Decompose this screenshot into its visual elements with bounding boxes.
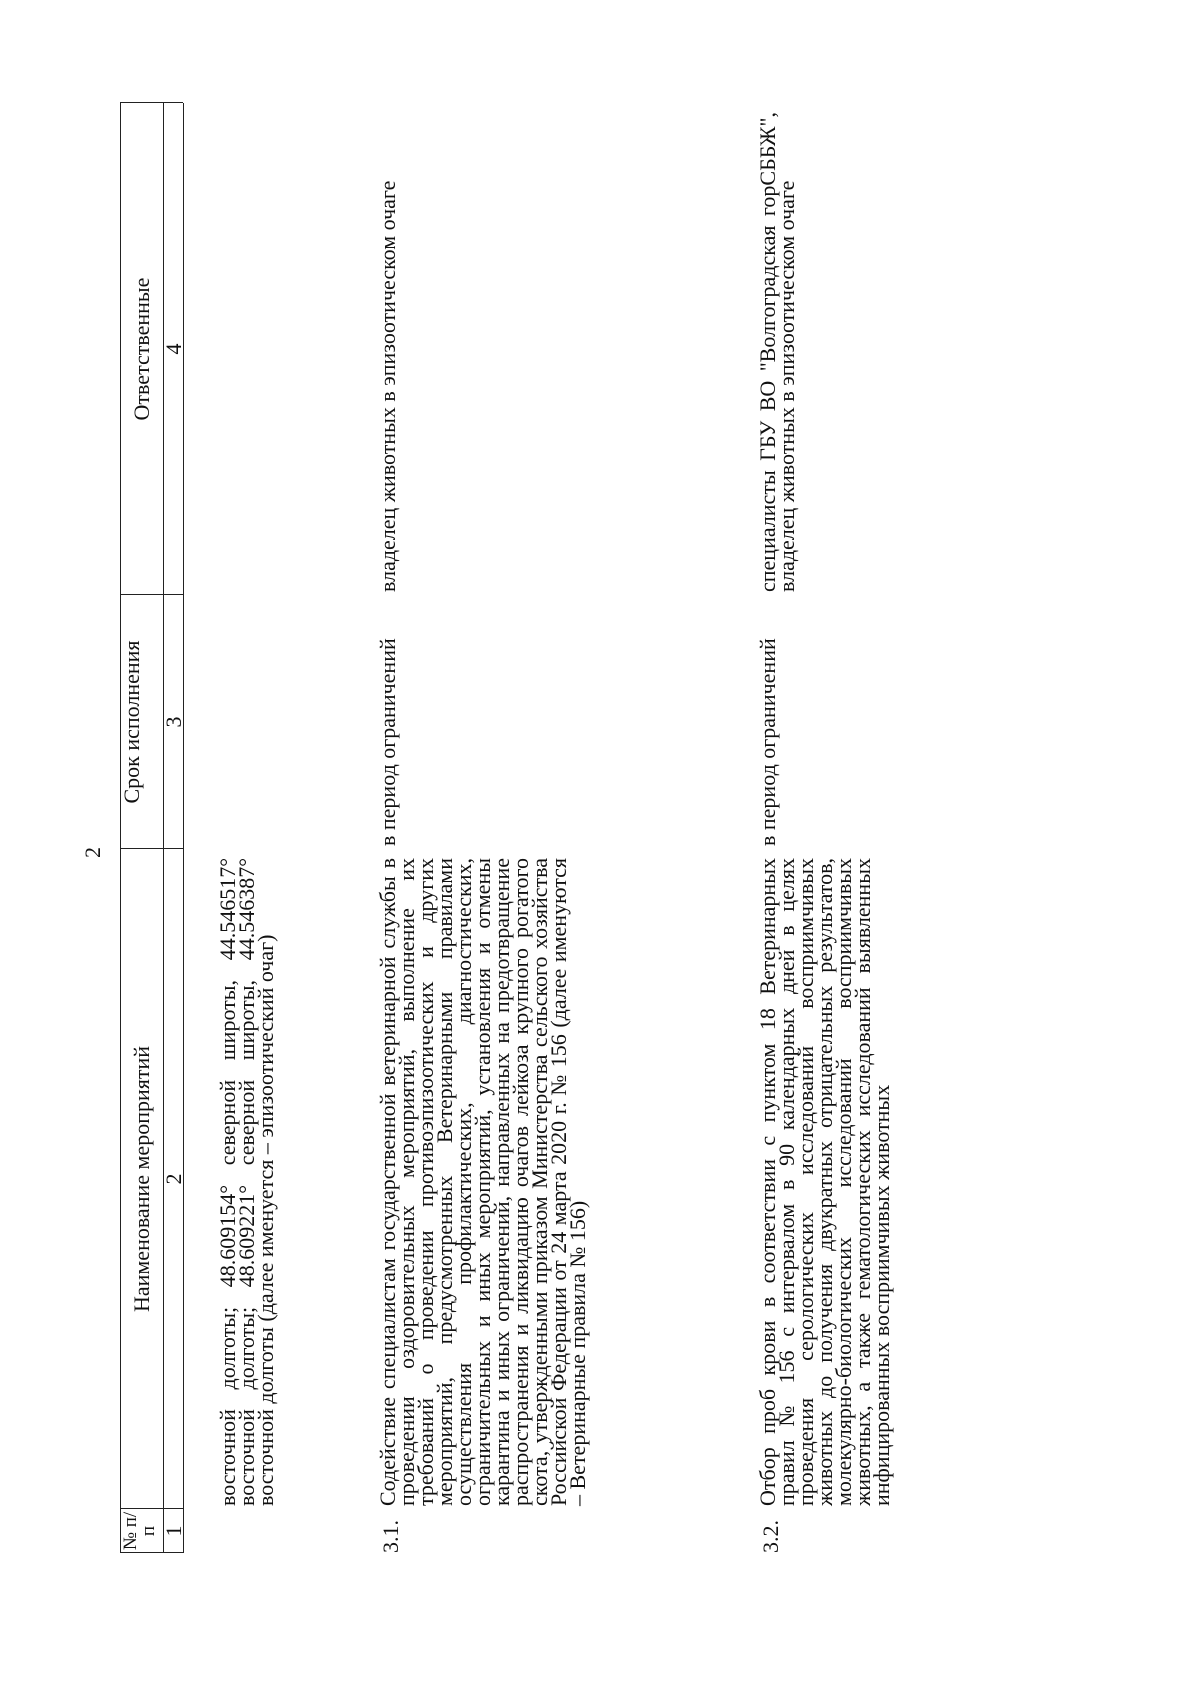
row-number: 3.1.	[378, 1520, 403, 1553]
header-col-term: Срок исполнения	[119, 640, 144, 804]
continuation-text: восточной долготы; 48.609154° северной широты, 44.546517° восточной долготы; 48.609221° северной широты, 44.546387° восточной долготы (далее именуется – эпизоотический очаг)	[215, 858, 278, 1506]
row-term: в период ограничений	[375, 638, 400, 846]
header-num-4: 4	[161, 343, 186, 355]
header-col-responsible: Ответственные	[129, 277, 154, 421]
row-name: Содействие специалистам государственной ветеринарной службы в проведении оздоровительных мероприятий, выполнение их требований о проведении противоэпизоотических и других мероприятий, предусмотренных Ветеринарными правилами осуществления профилактических, диагностических, ограничительных и иных мероприятий, установления и отмены карантина и иных ограничений, направленных на предотвращение распространения и ликвидацию очагов лейкоза крупного рогатого скота, утвержденными приказом Министерства сельского хозяйства Российской Федерации от 24 марта 2020 г. № 156 (далее именуются – Ветеринарные правила № 156)	[375, 858, 590, 1506]
row-number: 3.2.	[758, 1520, 783, 1553]
row-responsible: владелец животных в эпизоотическом очаге	[375, 180, 400, 592]
header-col-name: Наименование мероприятий	[129, 1045, 154, 1313]
row-name: Отбор проб крови в соответствии с пунктом 18 Ветеринарных правил № 156 с интервалом в 90 календарных дней в целях проведения серологических исследований восприимчивых животных до получения двукратных отрицательных результатов, молекулярно-биологических исследований восприимчивых животных, а также гематологических исследований выявленных инфицированных восприимчивых животных	[755, 858, 894, 1506]
header-num-2: 2	[161, 1173, 186, 1185]
header-num-1: 1	[161, 1525, 186, 1537]
row-responsible: специалисты ГБУ ВО "Волгоградская горСББЖ", владелец животных в эпизоотическом очаге	[755, 112, 799, 592]
row-term: в период ограничений	[755, 638, 780, 846]
header-num-3: 3	[161, 716, 186, 728]
page-number: 2	[80, 847, 105, 858]
header-col-number: № п/п	[120, 1511, 159, 1551]
header-top-border	[120, 103, 121, 1553]
